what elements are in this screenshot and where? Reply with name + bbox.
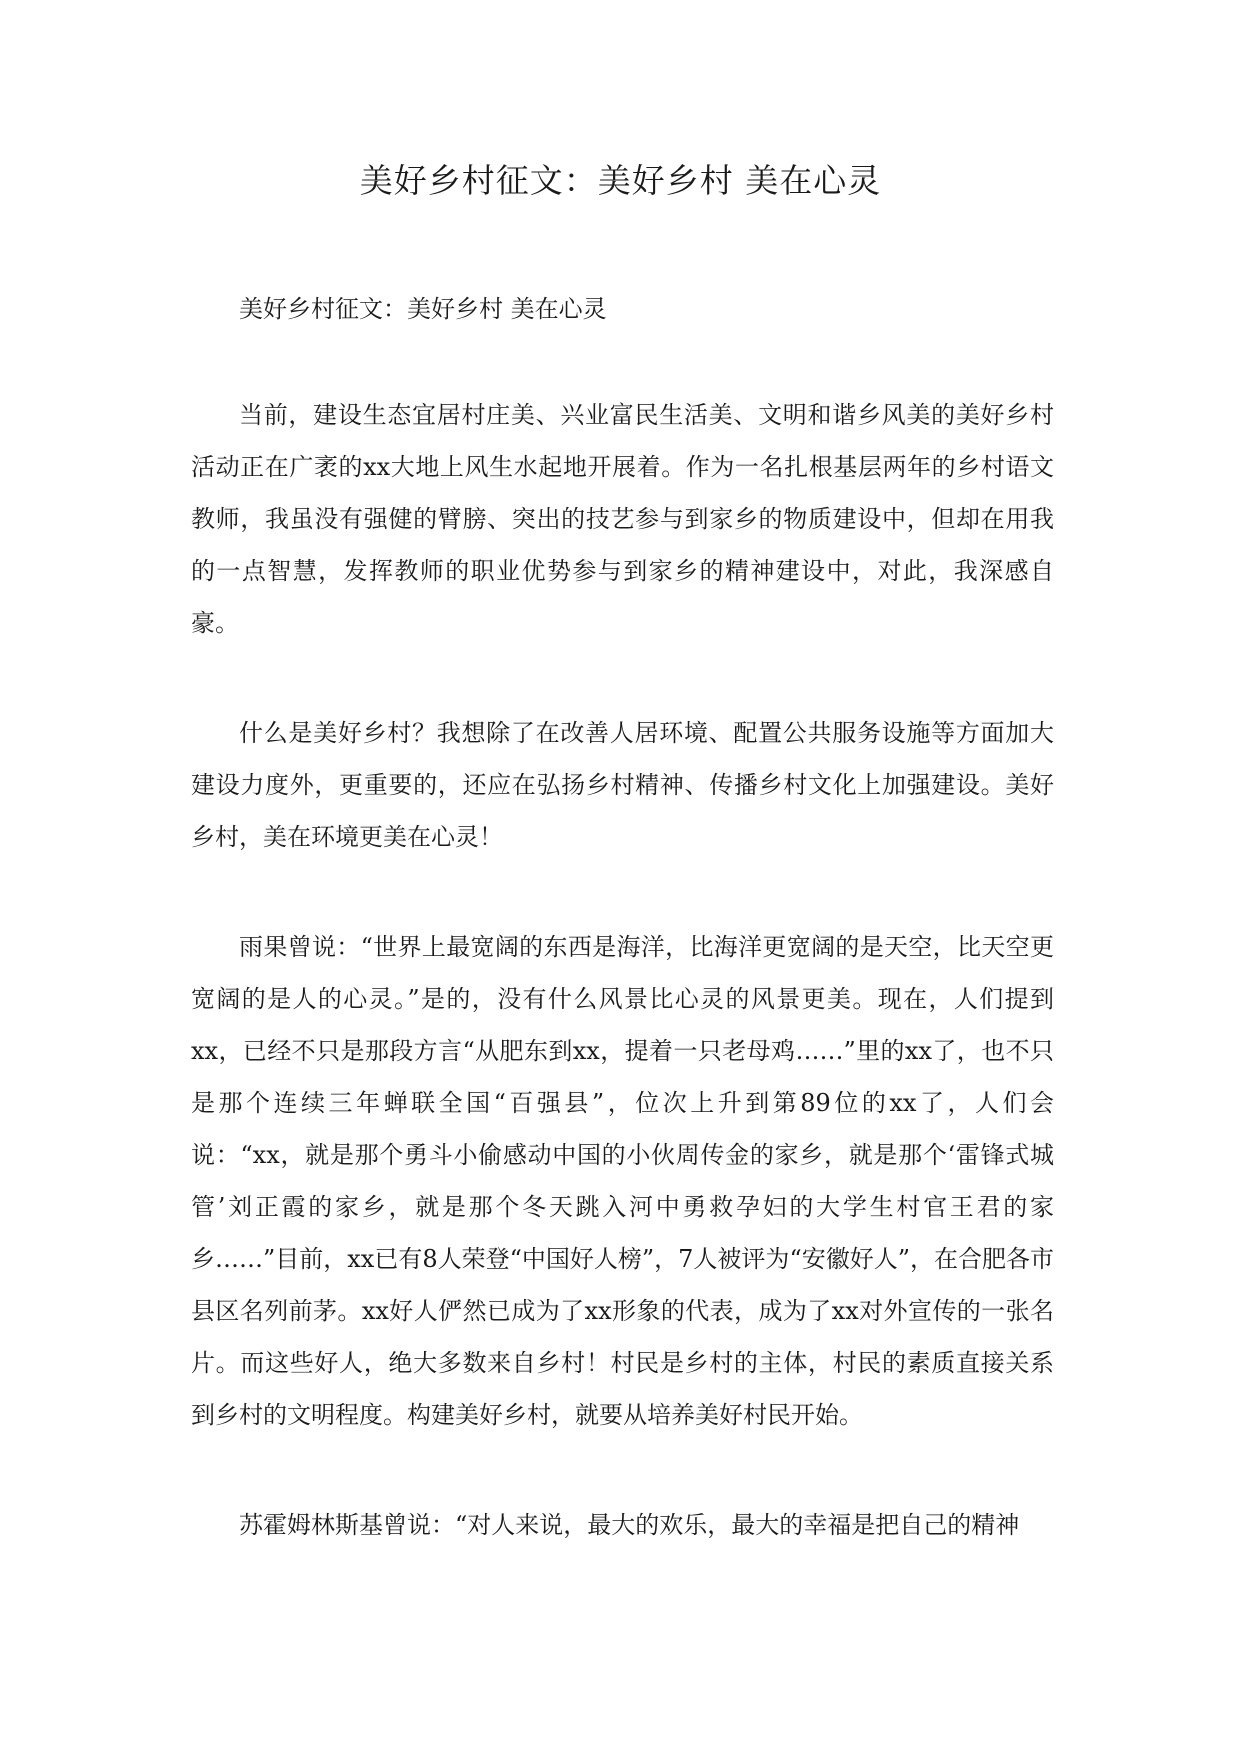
paragraph: 苏霍姆林斯基曾说：“对人来说，最大的欢乐，最大的幸福是把自己的精神: [239, 1511, 1020, 1539]
document-subtitle: 美好乡村征文：美好乡村 美在心灵: [239, 295, 607, 323]
paragraph: 雨果曾说：“世界上最宽阔的东西是海洋，比海洋更宽阔的是天空，比天空更宽阔的是人的心灵。”是的，没有什么风景比心灵的风景更美。现在，人们提到xx，已经不只是那段方言“从肥东到xx，提着一只老母鸡……”里的xx了，也不只是那个连续三年蝉联全国“百强县”，位次上升到第89位的xx了，人们会说：“xx，就是那个勇斗小偷感动中国的小伙周传金的家乡，就是那个‘雷锋式城管’刘正霞的家乡，就是那个冬天跳入河中勇救孕妇的大学生村官王君的家乡……”目前，xx已有8人荣登“中国好人榜”，7人被评为“安徽好人”，在合肥各市县区名列前茅。xx好人俨然已成为了xx形象的代表，成为了xx对外宣传的一张名片。而这些好人，绝大多数来自乡村！村民是乡村的主体，村民的素质直接关系到乡村的文明程度。构建美好乡村，就要从培养美好村民开始。: [191, 933, 1054, 1429]
paragraph: 什么是美好乡村？我想除了在改善人居环境、配置公共服务设施等方面加大建设力度外，更重要的，还应在弘扬乡村精神、传播乡村文化上加强建设。美好乡村，美在环境更美在心灵！: [191, 719, 1054, 851]
document-body: [191, 281, 1054, 1551]
paragraph: 当前，建设生态宜居村庄美、兴业富民生活美、文明和谐乡风美的美好乡村活动正在广袤的xx大地上风生水起地开展着。作为一名扎根基层两年的乡村语文教师，我虽没有强健的臂膀、突出的技艺参与到家乡的物质建设中，但却在用我的一点智慧，发挥教师的职业优势参与到家乡的精神建设中，对此，我深感自豪。: [191, 401, 1054, 637]
document-title: 美好乡村征文：美好乡村 美在心灵: [359, 161, 882, 200]
